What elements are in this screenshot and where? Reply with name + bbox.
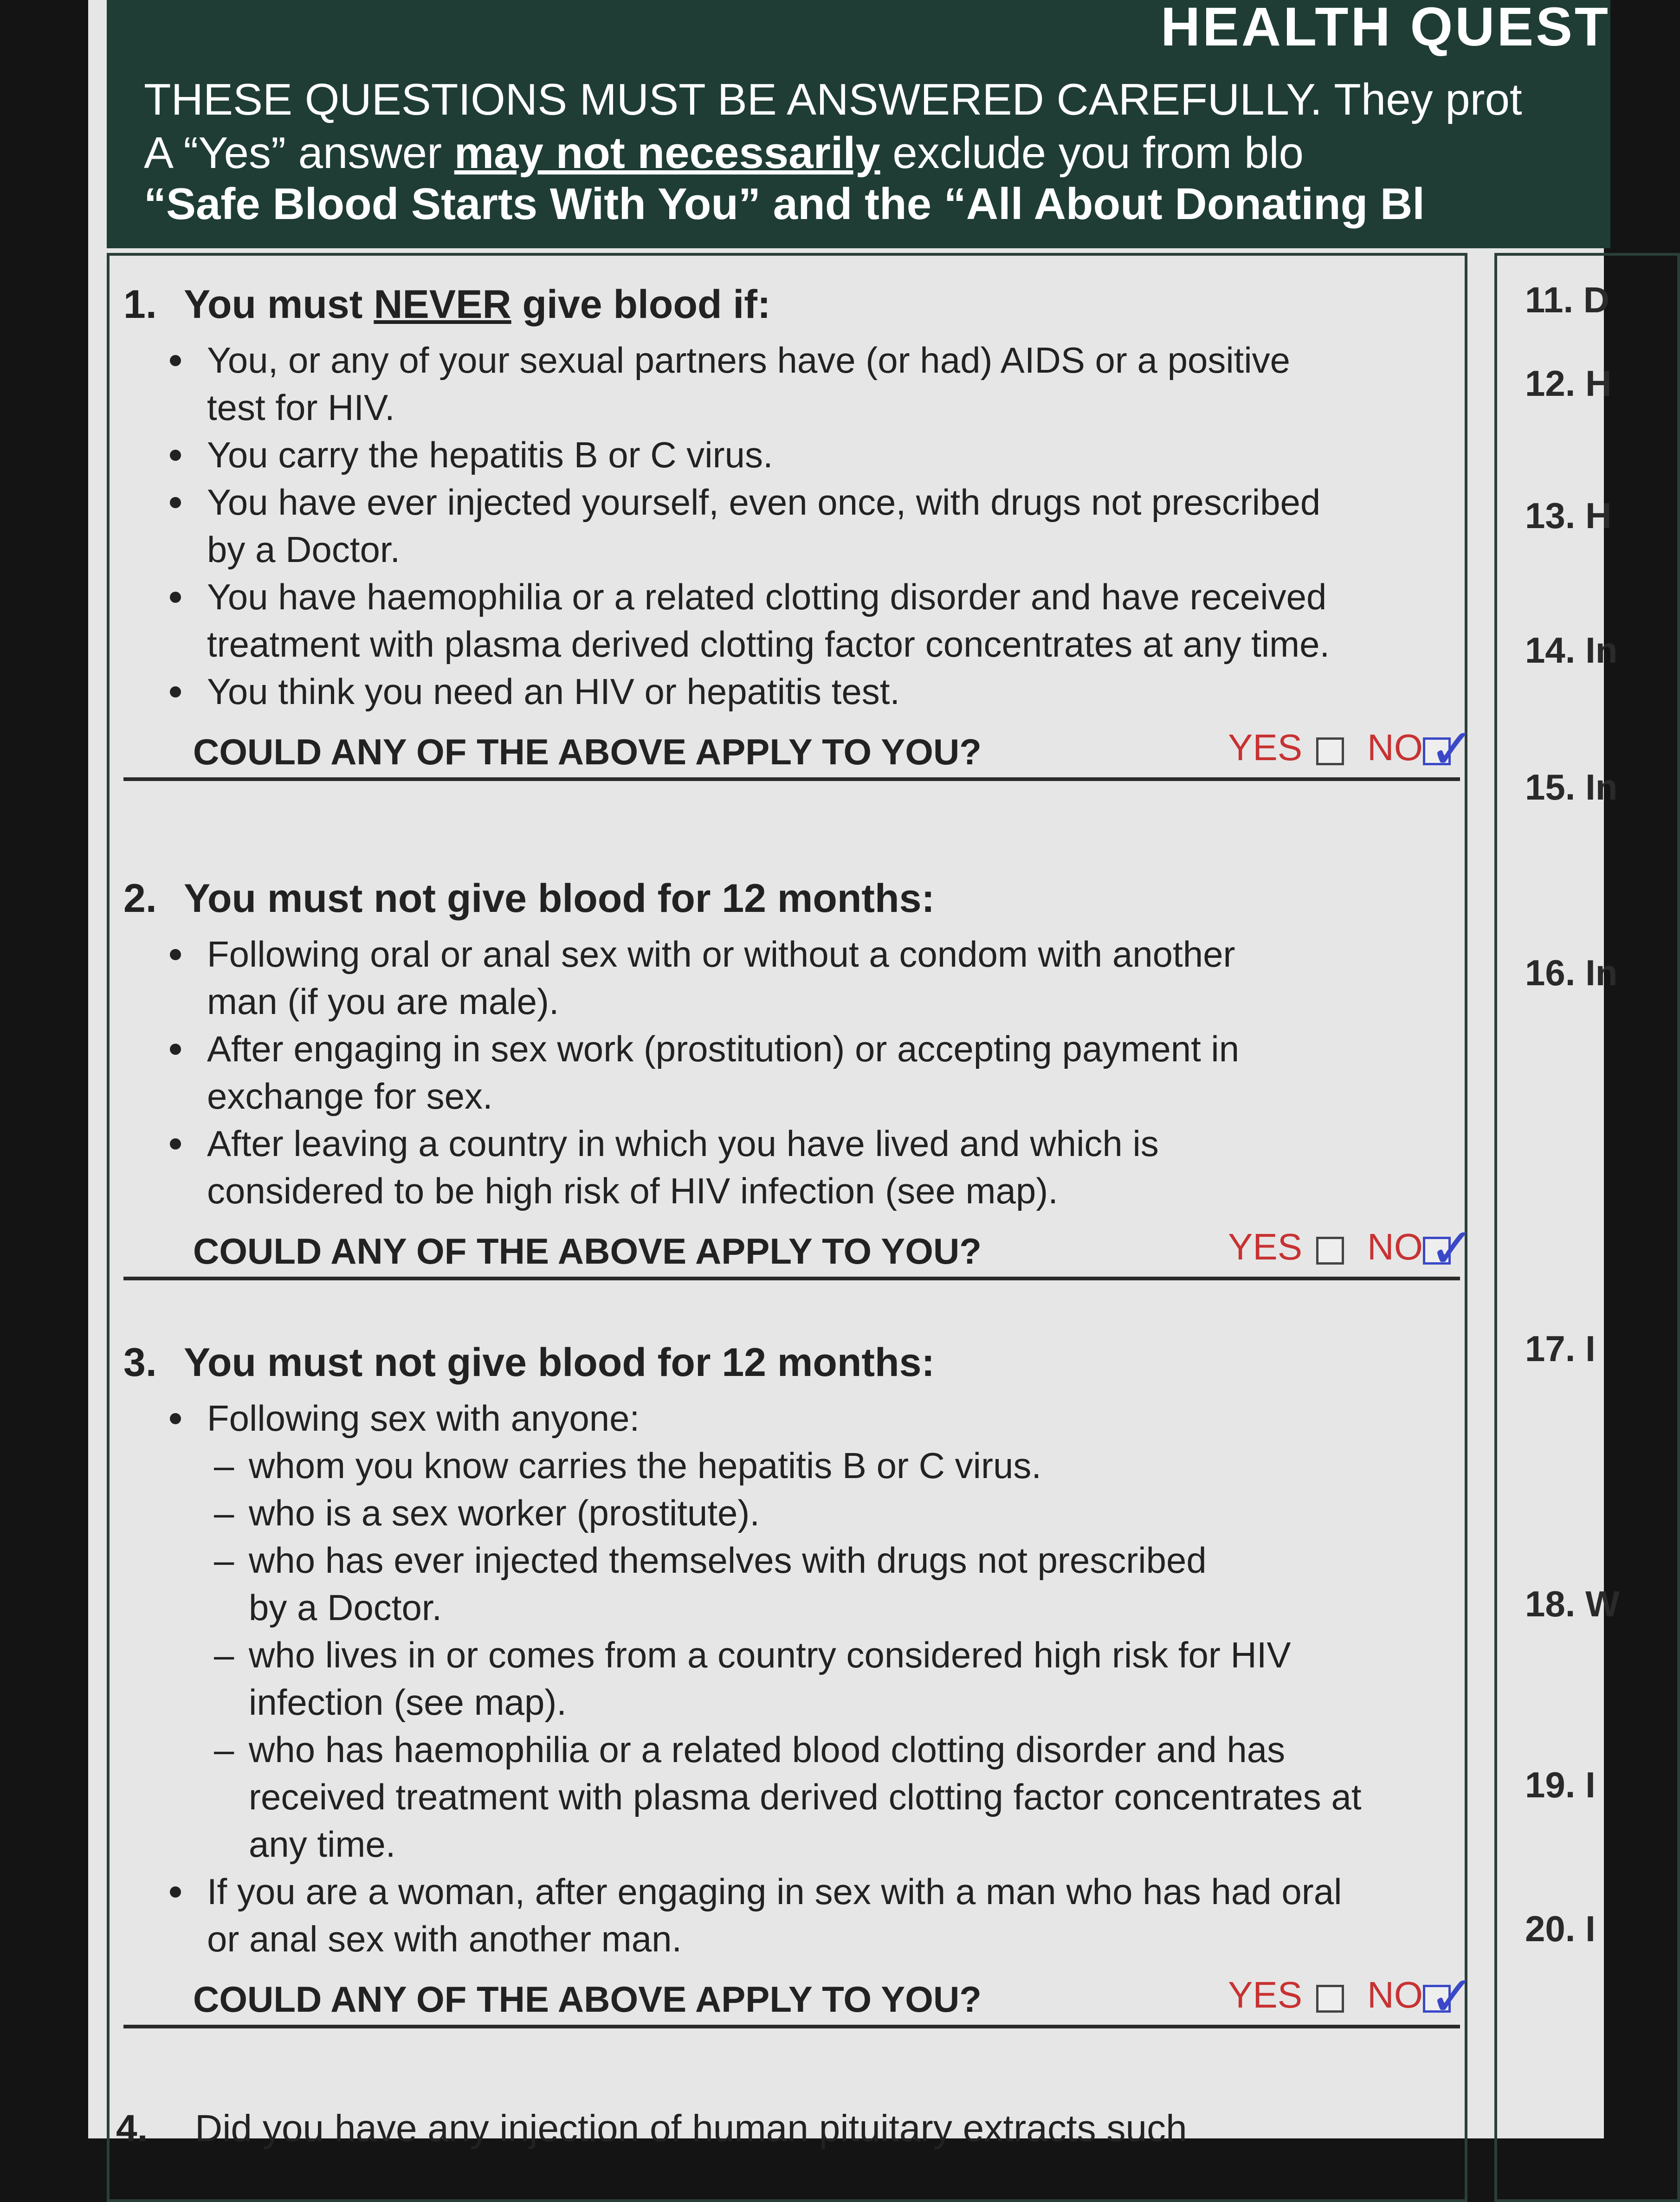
no-checkbox[interactable] — [1423, 1217, 1476, 1279]
question-12-label: 12. H — [1525, 363, 1612, 404]
instruction-line-3: “Safe Blood Starts With You” and the “All About Donating Bl — [144, 179, 1425, 229]
list-item: – whom you know carries the hepatitis B or C virus. — [123, 1442, 1460, 1489]
question-11-label: 11. D — [1525, 279, 1610, 320]
list-item: Following oral or anal sex with or without a condom with another man (if you are male). — [123, 930, 1274, 1025]
list-item: – who lives in or comes from a country considered high risk for HIV infection (see map). — [123, 1631, 1409, 1726]
questions-left-column — [107, 253, 1476, 2202]
list-item: After leaving a country in which you have lived and which is considered to be high risk of HIV infection (see map). — [123, 1120, 1274, 1214]
question-19-label: 19. I — [1525, 1764, 1596, 1805]
yes-checkbox[interactable] — [1316, 1237, 1344, 1265]
yes-label: YES — [1228, 1226, 1303, 1267]
apply-prompt: COULD ANY OF THE ABOVE APPLY TO YOU? — [193, 1231, 982, 1272]
list-item: – who has ever injected themselves with drugs not prescribed by a Doctor. — [123, 1537, 1247, 1631]
list-item: After engaging in sex work (prostitution) or accepting payment in exchange for sex. — [123, 1025, 1274, 1120]
question-3 — [123, 1337, 1476, 2028]
no-checkbox[interactable] — [1423, 718, 1476, 780]
list-item: You carry the hepatitis B or C virus. — [123, 431, 1460, 478]
list-item: Following sex with anyone: — [123, 1395, 1460, 1442]
checkmark-icon: ✓ — [1429, 1965, 1476, 2028]
question-1-answer-row — [123, 718, 1476, 781]
yes-label: YES — [1228, 727, 1303, 768]
question-3-heading: 3. You must not give blood for 12 months: — [123, 1340, 935, 1385]
checkmark-icon: ✓ — [1429, 1217, 1476, 1279]
instruction-line-2: A “Yes” answer may not necessarily exclude you from blo — [144, 128, 1304, 178]
question-15-label: 15. In — [1525, 767, 1618, 807]
list-item: You think you need an HIV or hepatitis test. — [123, 668, 1460, 715]
list-item: You have haemophilia or a related clotting disorder and have received treatment with plasma derived clotting factor concentrates at any time. — [123, 573, 1344, 668]
yes-label: YES — [1228, 1974, 1303, 2015]
question-2-answer-row — [123, 1217, 1476, 1280]
question-14-label: 14. In — [1525, 630, 1618, 671]
apply-prompt: COULD ANY OF THE ABOVE APPLY TO YOU? — [193, 731, 982, 772]
no-label: NO — [1367, 1974, 1423, 2015]
question-18-label: 18. W — [1525, 1583, 1620, 1624]
question-2-heading: 2. You must not give blood for 12 months: — [123, 876, 935, 921]
form-page — [88, 0, 1620, 2150]
apply-prompt: COULD ANY OF THE ABOVE APPLY TO YOU? — [193, 1979, 982, 2020]
header-banner — [107, 0, 1610, 248]
questions-right-column — [1494, 253, 1680, 2202]
question-1 — [123, 279, 1476, 781]
question-13-label: 13. H — [1525, 495, 1612, 536]
question-4: 4. Did you have any injection of human pituitary extracts such — [116, 2107, 1187, 2150]
list-item: – who has haemophilia or a related blood clotting disorder and has received treatment with plasma derived clotting factor concentrates at any time. — [123, 1726, 1400, 1868]
question-2 — [123, 873, 1476, 1280]
question-17-label: 17. I — [1525, 1328, 1596, 1369]
checkmark-icon: ✓ — [1429, 718, 1476, 780]
question-16-label: 16. In — [1525, 952, 1618, 993]
yes-checkbox[interactable] — [1316, 737, 1344, 765]
instruction-line-1: THESE QUESTIONS MUST BE ANSWERED CAREFULLY. They prot — [144, 75, 1522, 124]
form-title: HEALTH QUEST — [1160, 0, 1610, 58]
question-3-answer-row — [123, 1965, 1476, 2028]
no-label: NO — [1367, 1226, 1423, 1267]
question-1-heading: 1. You must NEVER give blood if: — [123, 282, 771, 327]
list-item: If you are a woman, after engaging in sex with a man who has had oral or anal sex with another man. — [123, 1868, 1367, 1963]
list-item: – who is a sex worker (prostitute). — [123, 1489, 1460, 1537]
no-label: NO — [1367, 727, 1423, 768]
question-20-label: 20. I — [1525, 1908, 1596, 1949]
list-item: You have ever injected yourself, even once, with drugs not prescribed by a Doctor. — [123, 478, 1344, 573]
list-item: You, or any of your sexual partners have (or had) AIDS or a positive test for HIV. — [123, 336, 1344, 431]
no-checkbox[interactable] — [1423, 1965, 1476, 2028]
yes-checkbox[interactable] — [1316, 1985, 1344, 2013]
